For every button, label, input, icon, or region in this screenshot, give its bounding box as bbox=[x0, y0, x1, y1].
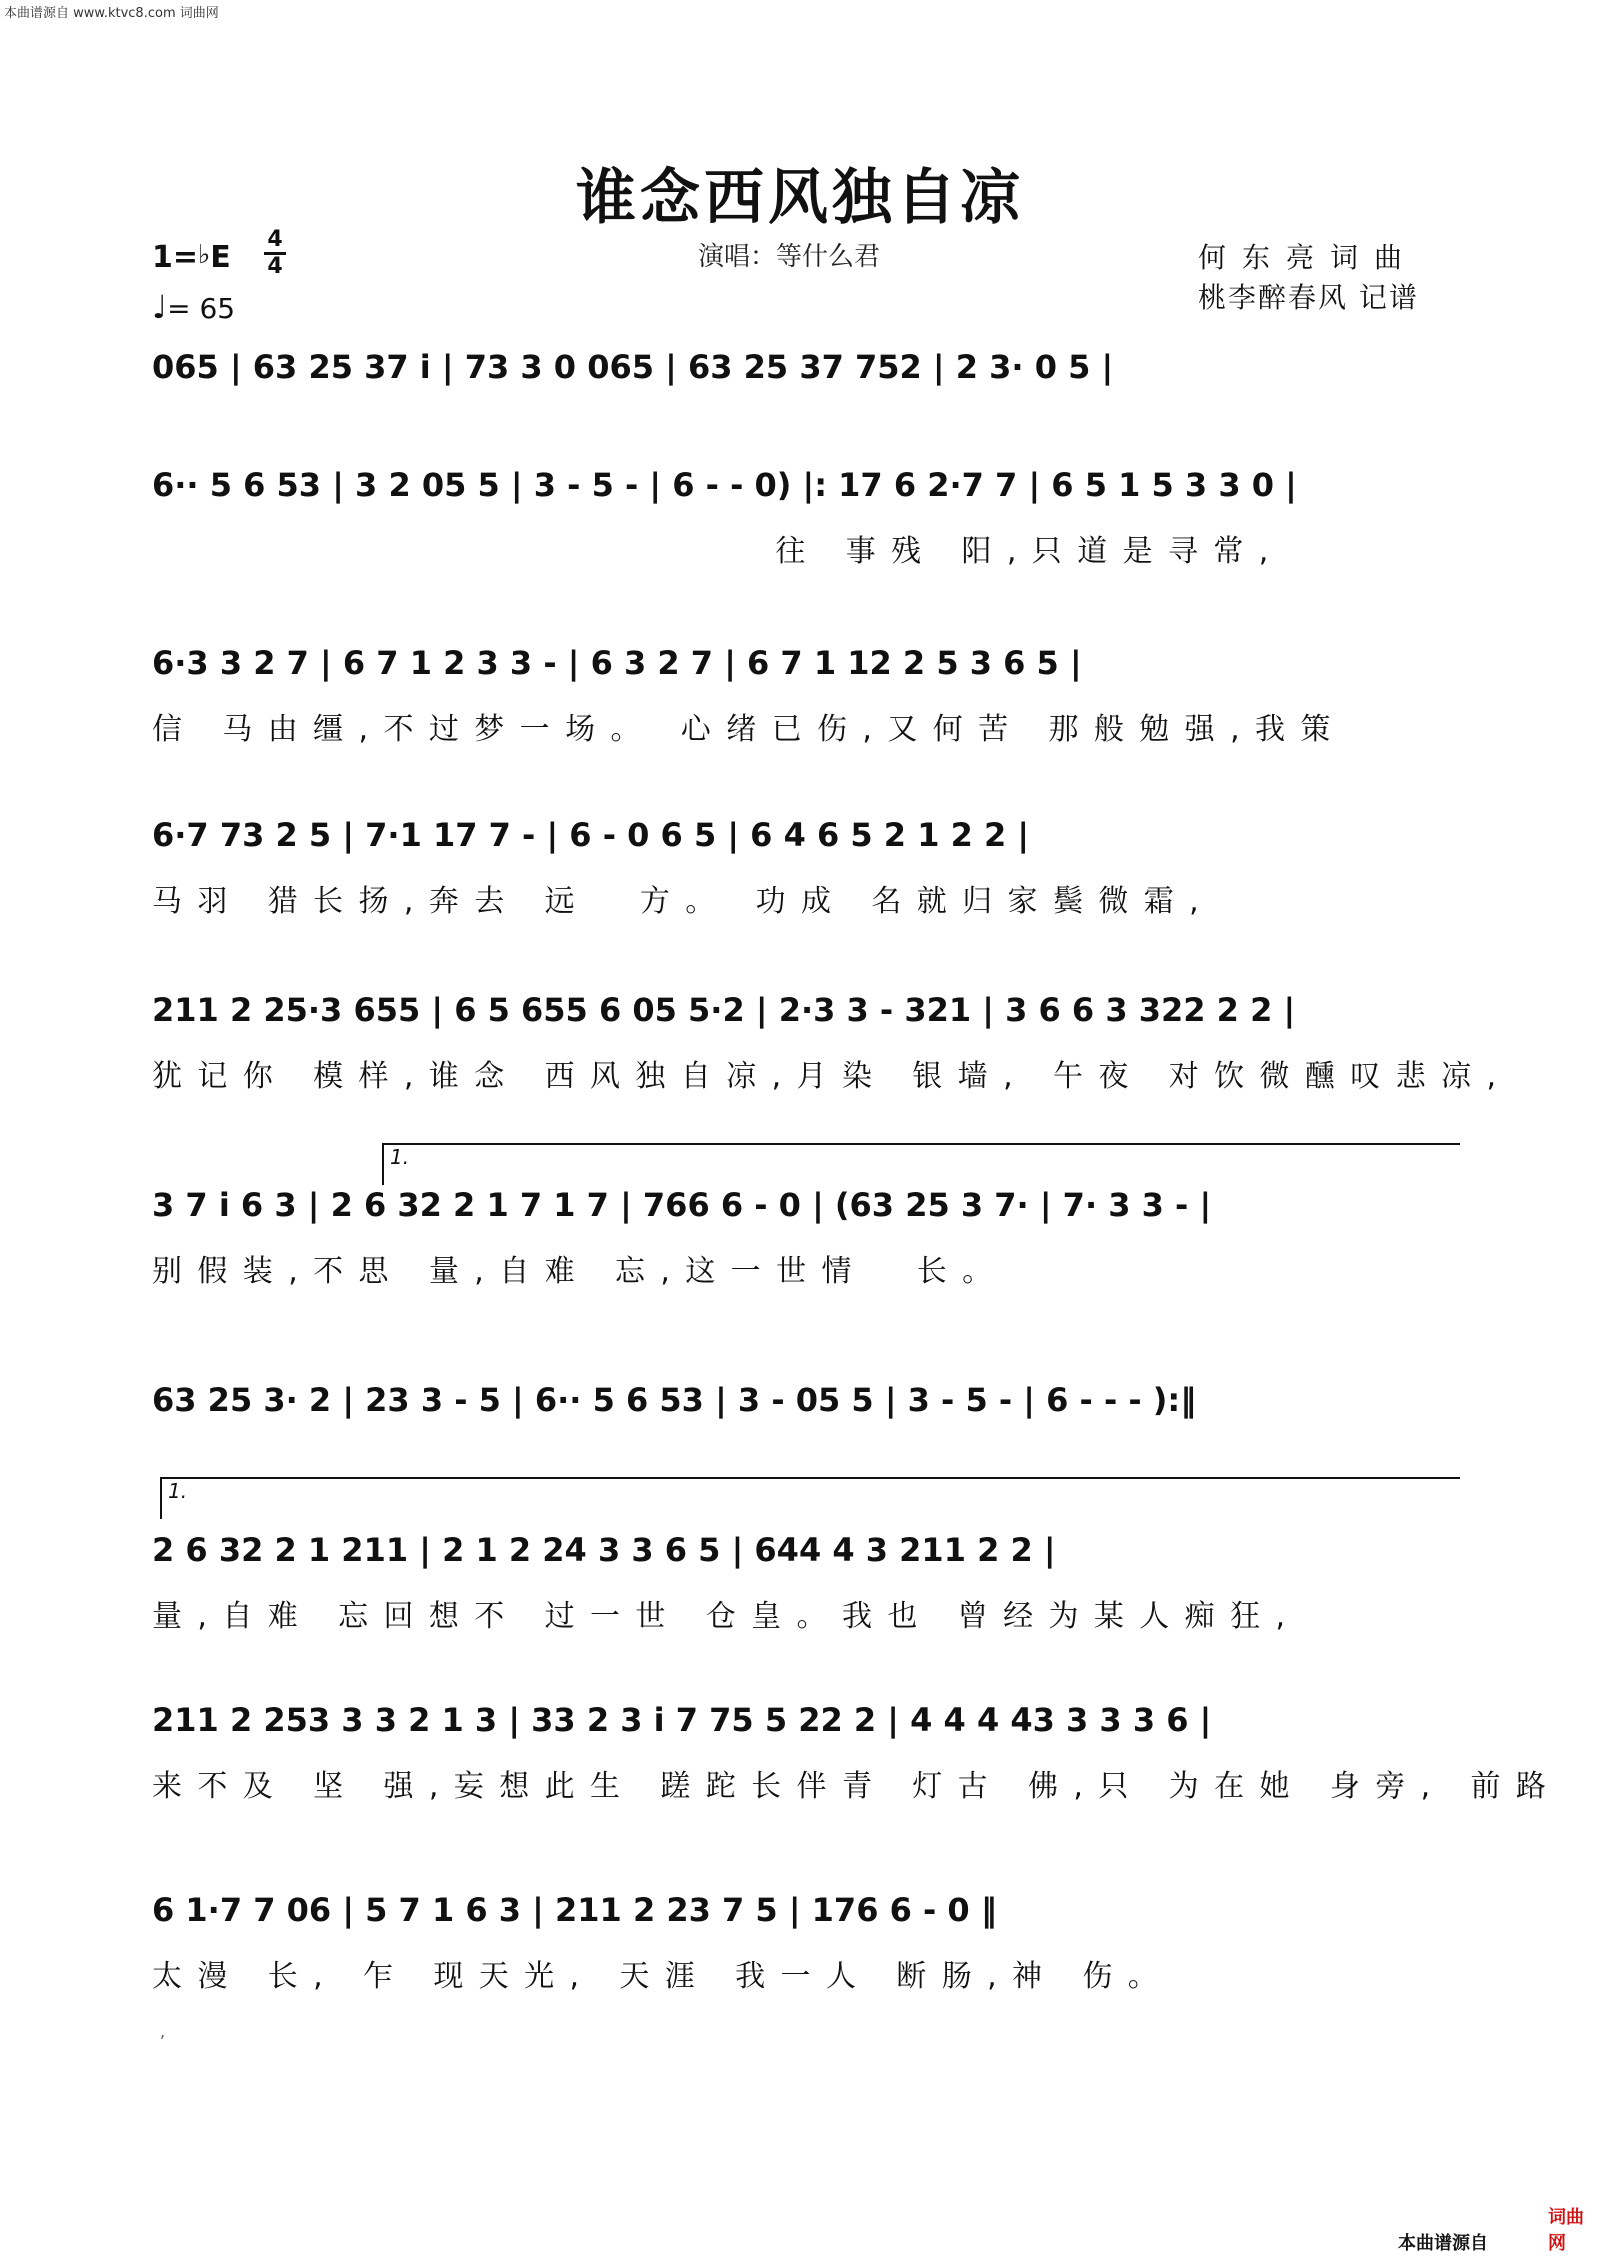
volta-bracket: 1. bbox=[382, 1143, 1460, 1185]
stray-mark: , bbox=[160, 2022, 166, 2041]
flat-symbol: ♭ bbox=[198, 240, 211, 270]
notation-line: 6 1·7 7 06 | 5 7 1 6 3 | 211 2 23 7 5 | 176 6 - 0 ‖ bbox=[152, 1891, 997, 1929]
score-row bbox=[152, 985, 1512, 1105]
lyrics-line: 来不及 坚 强,妄想此生 蹉跎长伴青 灯古 佛,只 为在她 身旁, 前路 bbox=[152, 1769, 1562, 1804]
notation-line: 2 6 32 2 1 211 | 2 1 2 24 3 3 6 5 | 644 4 3 211 2 2 | bbox=[152, 1531, 1056, 1569]
lyrics-line: 别假装,不思 量,自难 忘,这一世情 长。 bbox=[152, 1254, 1008, 1289]
score-row bbox=[152, 810, 1458, 930]
notation-line: 6·· 5 6 53 | 3 2 05 5 | 3 - 5 - | 6 - - 0) |: 17 6 2·7 7 | 6 5 1 5 3 3 0 | bbox=[152, 466, 1297, 504]
footer-source-text: 本曲谱源自 bbox=[1398, 2233, 1488, 2254]
composer-credit: 何东亮词曲 bbox=[1198, 241, 1419, 274]
lyrics-line: 信 马由缰,不过梦一场。 心绪已伤,又何苦 那般勉强,我策 bbox=[152, 712, 1346, 747]
score-row bbox=[152, 342, 1458, 462]
site-header-text: 本曲谱源自 www.ktvc8.com 词曲网 bbox=[4, 6, 219, 21]
notation-line: 6·7 73 2 5 | 7·1 17 7 - | 6 - 0 6 5 | 6 4 6 5 2 1 2 2 | bbox=[152, 816, 1030, 854]
score-row bbox=[152, 638, 1458, 758]
score-row bbox=[152, 1525, 1458, 1645]
score-row bbox=[152, 1695, 1562, 1815]
score-row bbox=[152, 1180, 1458, 1300]
quarter-note-icon: ♩ bbox=[152, 288, 168, 326]
key-signature: 1=♭E bbox=[152, 240, 231, 275]
time-signature: 4 4 bbox=[262, 228, 288, 279]
footer-logo: 词曲网 bbox=[1548, 2207, 1584, 2254]
notation-line: 6·3 3 2 7 | 6 7 1 2 3 3 - | 6 3 2 7 | 6 7 1 12 2 5 3 6 5 | bbox=[152, 644, 1082, 682]
notation-line: 065 | 63 25 37 i | 73 3 0 065 | 63 25 37 752 | 2 3· 0 5 | bbox=[152, 348, 1114, 386]
lyrics-line: 往 事残 阳,只道是寻常, bbox=[152, 534, 1284, 569]
singer-credit: 演唱：等什么君 bbox=[698, 242, 881, 272]
song-title: 谁念西风独自凉 bbox=[576, 163, 1024, 233]
volta-bracket: 1. bbox=[160, 1477, 1460, 1519]
lyrics-line: 太漫 长, 乍 现天光, 天涯 我一人 断肠,神 伤。 bbox=[152, 1959, 1174, 1994]
transcriber-credit: 桃李醉春风 记谱 bbox=[1198, 281, 1419, 314]
notation-line: 211 2 25·3 655 | 6 5 655 6 05 5·2 | 2·3 3 - 321 | 3 6 6 3 322 2 2 | bbox=[152, 991, 1296, 1029]
lyrics-line: 马羽 猎长扬,奔去 远 方。 功成 名就归家鬓微霜, bbox=[152, 884, 1215, 919]
tempo-marking: ♩= 65 bbox=[152, 288, 236, 326]
score-row bbox=[152, 1885, 1458, 2005]
notation-line: 211 2 253 3 3 2 1 3 | 33 2 3 i 7 75 5 22 2 | 4 4 4 43 3 3 3 6 | bbox=[152, 1701, 1212, 1739]
lyrics-line: 量,自难 忘回想不 过一世 仓皇。我也 曾经为某人痴狂, bbox=[152, 1599, 1301, 1634]
score-row bbox=[152, 460, 1458, 580]
notation-line: 3 7 i 6 3 | 2 6 32 2 1 7 1 7 | 766 6 - 0 | (63 25 3 7· | 7· 3 3 - | bbox=[152, 1186, 1212, 1224]
lyrics-line: 犹记你 模样,谁念 西风独自凉,月染 银墙, 午夜 对饮微醺叹悲凉, bbox=[152, 1059, 1512, 1094]
notation-line: 63 25 3· 2 | 23 3 - 5 | 6·· 5 6 53 | 3 - 05 5 | 3 - 5 - | 6 - - - ):‖ bbox=[152, 1381, 1197, 1419]
